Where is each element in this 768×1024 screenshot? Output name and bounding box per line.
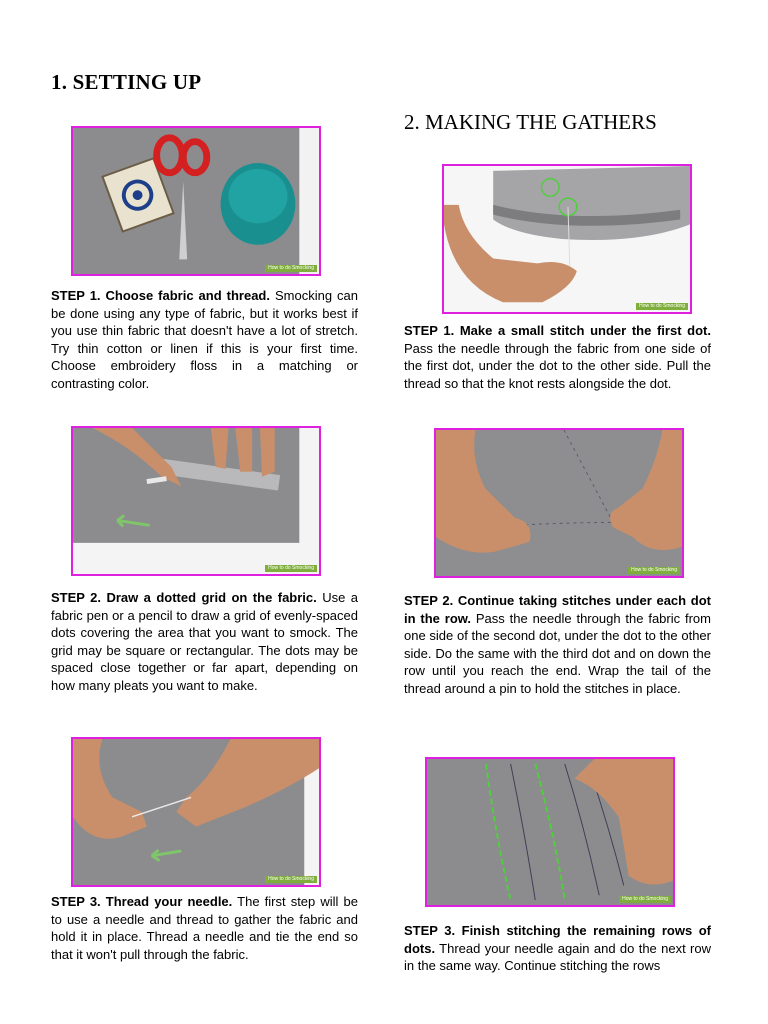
step-2-gathers	[404, 592, 711, 698]
watermark: How to do Smocking	[265, 565, 317, 572]
step-body: The first step will be to use a needle and thread to gather the fabric and hold it in place. Thread a needle and tie the end so that it won't pull through the fabric.	[51, 894, 358, 962]
photo-remaining-rows	[425, 757, 675, 907]
step-title: STEP 2. Draw a dotted grid on the fabric.	[51, 590, 317, 605]
photo-fabric-and-thread	[71, 126, 321, 276]
step-2-setup	[51, 589, 358, 695]
watermark: How to do Smocking	[265, 265, 317, 272]
step-3-setup	[51, 893, 358, 963]
photo-thread-needle	[71, 737, 321, 887]
watermark: How to do Smocking	[636, 303, 688, 310]
step-1-gathers	[404, 322, 711, 392]
photo-dotted-grid	[71, 426, 321, 576]
step-1-setup	[51, 287, 358, 393]
step-title: STEP 1. Make a small stitch under the first dot.	[404, 323, 711, 338]
step-body: Pass the needle through the fabric from one side of the first dot, under the dot to the other side. Pull the thread so that the knot rests alongside the dot.	[404, 340, 711, 391]
watermark: How to do Smocking	[619, 896, 671, 903]
step-body: Thread your needle again and do the next row in the same way. Continue stitching the rows	[404, 940, 711, 974]
step-body: Use a fabric pen or a pencil to draw a grid of evenly-spaced dots covering the area that you want to smock. The grid may be square or rectangular. The dots may be spaced close together or far apart, depending on how many pleats you want to make.	[51, 590, 358, 693]
section-1-heading: 1. SETTING UP	[51, 70, 202, 94]
step-title: STEP 1. Choose fabric and thread.	[51, 288, 270, 303]
step-title: STEP 3. Thread your needle.	[51, 894, 233, 909]
watermark: How to do Smocking	[265, 876, 317, 883]
step-title: STEP 3. Finish stitching the remaining rows of dots.	[404, 923, 711, 956]
section-2-heading: 2. MAKING THE GATHERS	[404, 110, 657, 134]
photo-continue-stitches	[434, 428, 684, 578]
step-3-gathers	[404, 922, 711, 975]
step-title: STEP 2. Continue taking stitches under each dot in the row.	[404, 593, 711, 626]
watermark: How to do Smocking	[628, 567, 680, 574]
photo-first-stitch	[442, 164, 692, 314]
step-body: Smocking can be done using any type of fabric, but it works best if you use thin fabric that doesn't have a lot of stretch. Try thin cotton or linen if this is your first time. Choose embroidery floss in a matching or contrasting color.	[51, 288, 358, 391]
step-body: Pass the needle through the fabric from one side of the second dot, under the dot to the other side. Do the same with the third dot and on down the row until you reach the end. Wrap the tail of the thread around a pin to hold the stitches in place.	[404, 610, 711, 696]
